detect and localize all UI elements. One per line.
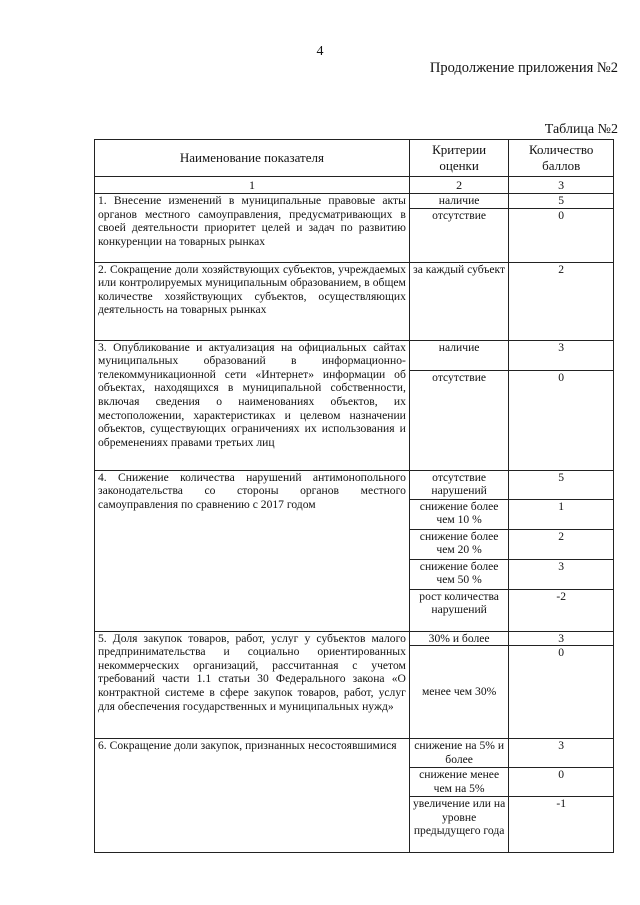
points-cell: 5	[509, 194, 614, 209]
table-row	[95, 340, 614, 370]
table-row	[95, 194, 614, 209]
points-cell: -1	[509, 797, 614, 853]
header-points: Количество баллов	[509, 140, 614, 177]
indicator-cell: 2. Сокращение доли хозяйствующих субъектов, учреждаемых или контролируемых муниципальным образованием, в общем количестве хозяйствующих субъектов, осуществляющих деятельность на товарных рынках	[95, 262, 410, 340]
points-cell: 3	[509, 559, 614, 589]
indicator-cell: 5. Доля закупок товаров, работ, услуг у субъектов малого предпринимательства и социально ориентированных некоммерческих организаций, рассчитанная с учетом требований части 1.1 статьи 30 Федерального закона «О контрактной системе в сфере закупок товаров, работ, услуг для обеспечения государственных и муниципальных нужд»	[95, 631, 410, 739]
table-row	[95, 262, 614, 340]
indicator-cell: 3. Опубликование и актуализация на официальных сайтах муниципальных образований в информационно-телекоммуникационной сети «Интернет» информации об объектах, находящихся в муниципальной собственности, включая сведения о наименованиях объектов, их местоположении, характеристиках и целевом назначении объектов, существующих ограничениях их использования и обременениях правами третьих лиц	[95, 340, 410, 470]
table-label: Таблица №2	[544, 122, 618, 137]
indicator-cell: 4. Снижение количества нарушений антимонопольного законодательства со стороны органов местного самоуправления по сравнению с 2017 годом	[95, 470, 410, 631]
points-cell: 0	[509, 646, 614, 739]
criterion-cell: снижение на 5% и более	[409, 739, 508, 768]
header-name: Наименование показателя	[95, 140, 410, 177]
criterion-cell: снижение менее чем на 5%	[409, 768, 508, 797]
page-number: 4	[316, 44, 324, 59]
header-row	[95, 140, 614, 177]
table-row	[95, 631, 614, 646]
points-cell: 3	[509, 340, 614, 370]
table-row	[95, 739, 614, 768]
points-cell: 0	[509, 208, 614, 262]
criterion-cell: отсутствие	[409, 370, 508, 470]
column-number: 2	[409, 177, 508, 194]
indicator-cell: 1. Внесение изменений в муниципальные правовые акты органов местного самоуправления, предусматривающих в своей деятельности приоритет целей и задач по развитию конкуренции на товарных рынках	[95, 194, 410, 263]
column-number: 3	[509, 177, 614, 194]
criteria-table	[94, 139, 614, 853]
criterion-cell: увеличение или на уровне предыдущего года	[409, 797, 508, 853]
table-row	[95, 470, 614, 499]
criterion-cell: снижение более чем 20 %	[409, 529, 508, 559]
criterion-cell: отсутствие нарушений	[409, 470, 508, 499]
criterion-cell: снижение более чем 50 %	[409, 559, 508, 589]
criterion-cell: рост количества нарушений	[409, 589, 508, 631]
points-cell: 2	[509, 262, 614, 340]
criterion-cell: наличие	[409, 340, 508, 370]
column-number: 1	[95, 177, 410, 194]
criterion-cell: отсутствие	[409, 208, 508, 262]
points-cell: 0	[509, 370, 614, 470]
points-cell: 3	[509, 739, 614, 768]
header-criteria: Критерии оценки	[409, 140, 508, 177]
criterion-cell: менее чем 30%	[409, 646, 508, 739]
points-cell: 5	[509, 470, 614, 499]
points-cell: 2	[509, 529, 614, 559]
criterion-cell: снижение более чем 10 %	[409, 499, 508, 529]
column-number-row	[95, 177, 614, 194]
criterion-cell: наличие	[409, 194, 508, 209]
points-cell: 0	[509, 768, 614, 797]
points-cell: 3	[509, 631, 614, 646]
indicator-cell: 6. Сокращение доли закупок, признанных несостоявшимися	[95, 739, 410, 853]
criterion-cell: 30% и более	[409, 631, 508, 646]
points-cell: 1	[509, 499, 614, 529]
appendix-continuation: Продолжение приложения №2	[429, 60, 618, 76]
points-cell: -2	[509, 589, 614, 631]
criterion-cell: за каждый субъект	[409, 262, 508, 340]
